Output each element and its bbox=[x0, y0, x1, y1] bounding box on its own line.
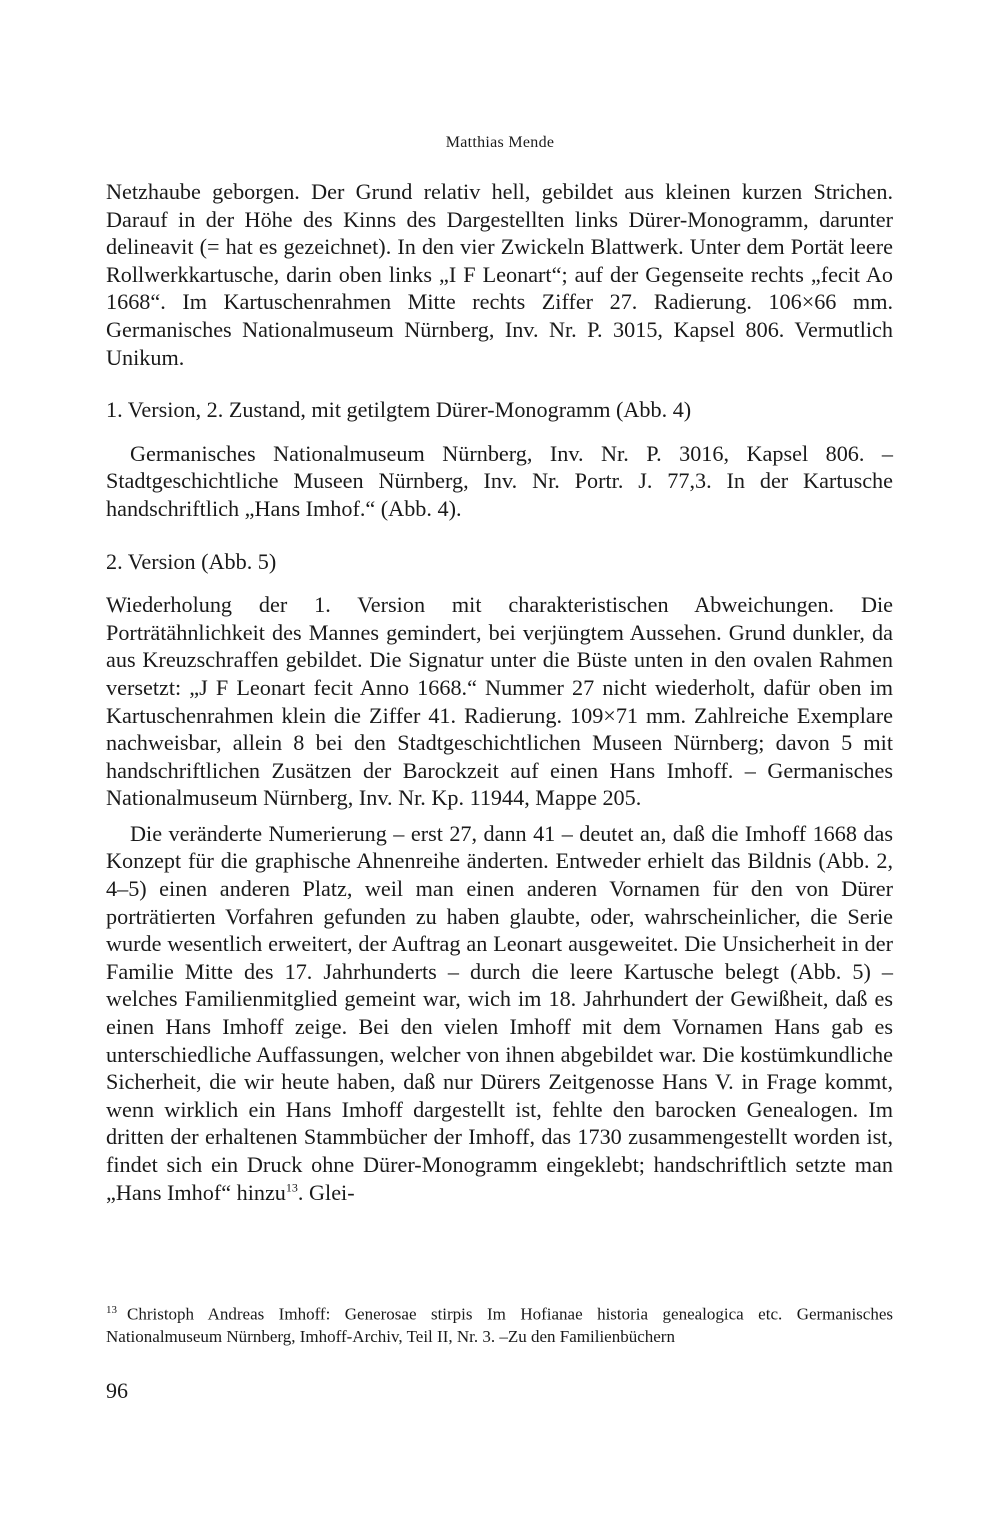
paragraph-text: Die veränderte Numerierung – erst 27, dann 41 – deutet an, daß die Imhoff 1668 das Konzept für die graphische Ahnenreihe änderten. Entweder erhielt das Bildnis (Abb. 2, 4–5) einen anderen Platz, weil man einen anderen Vornamen für den von Dürer porträtierten Vorfahren gefunden zu haben glaubte, oder, wahrscheinlicher, die Serie wurde wesentlich erweitert, der Auftrag an Leonart ausgeweitet. Die Unsicherheit in der Familie Mitte des 17. Jahrhunderts – durch die leere Kartusche belegt (Abb. 5) – welches Familienmitglied gemeint war, wich im 18. Jahrhundert der Gewißheit, daß es einen Hans Imhoff zeige. Bei den vielen Imhoff mit dem Vornamen Hans gab es unterschiedliche Auffassungen, welcher von ihnen abgebildet war. Die kostümkundliche Sicherheit, die wir heute haben, daß nur Dürers Zeitgenosse Hans V. in Frage kommt, wenn wirklich ein Hans Imhoff dargestellt ist, fehlte den barocken Genealogen. Im dritten der erhaltenen Stammbücher der Imhoff, das 1730 zusammengestellt worden ist, findet sich ein Druck ohne Dürer-Monogramm eingeklebt; handschriftlich setzte man „Hans Imhof“ hinzu bbox=[106, 820, 893, 1205]
page-number: 96 bbox=[106, 1378, 128, 1403]
body-text bbox=[106, 178, 893, 1206]
paragraph-text-end: . Glei- bbox=[297, 1179, 355, 1205]
running-head: Matthias Mende bbox=[445, 134, 555, 151]
paragraph-description-continued: Netzhaube geborgen. Der Grund relativ hell, gebildet aus kleinen kurzen Strichen. Darauf in der Höhe des Kinns des Dargestellten links Dürer-Monogramm, darunter delineavit (= hat es gezeichnet). In den vier Zwickeln Blattwerk. Unter dem Portät leere Rollwerkkartusche, darin oben links „I F Leonart“; auf der Gegenseite rechts „fecit Ao 1668“. Im Kartuschenrahmen Mitte rechts Ziffer 27. Radierung. 106×66 mm. Germanisches Nationalmuseum Nürnberg, Inv. Nr. P. 3015, Kapsel 806. Vermutlich Unikum. bbox=[106, 179, 893, 370]
footnote-text: Christoph Andreas Imhoff: Generosae stirpis Im Hofianae historia genealogica etc. Germanisches Nationalmuseum Nürnberg, Imhoff-Archiv, Teil II, Nr. 3. –Zu den Familienbüchern bbox=[106, 1304, 893, 1346]
footnote bbox=[106, 1299, 893, 1348]
footnote-reference[interactable]: 13 bbox=[285, 1180, 298, 1195]
section-heading-version-1-state-2: 1. Version, 2. Zustand, mit getilgtem Dürer-Monogramm (Abb. 4) bbox=[106, 397, 692, 423]
paragraph-version-1-state-2: Germanisches Nationalmuseum Nürnberg, Inv. Nr. P. 3016, Kapsel 806. – Stadtgeschichtliche Museen Nürnberg, Inv. Nr. Portr. J. 77,3. In der Kartusche handschriftlich „Hans Imhof.“ (Abb. 4). bbox=[106, 440, 893, 521]
section-heading-version-2: 2. Version (Abb. 5) bbox=[106, 548, 277, 574]
paragraph-numbering-discussion bbox=[106, 820, 893, 1206]
footnote-mark: 13 bbox=[106, 1304, 117, 1316]
paragraph-version-2: Wiederholung der 1. Version mit charakteristischen Abweichungen. Die Porträtähnlichkeit des Mannes gemindert, bei verjüngtem Aussehen. Grund dunkler, da aus Kreuzschraffen gebildet. Die Signatur unter die Büste unten in den ovalen Rahmen versetzt: „J F Leonart fecit Anno 1668.“ Nummer 27 nicht wiederholt, dafür oben im Kartuschenrahmen klein die Ziffer 41. Radierung. 109×71 mm. Zahlreiche Exemplare nachweisbar, allein 8 bei den Stadtgeschichtlichen Museen Nürnberg; davon 5 mit handschriftlichen Zusätzen der Barockzeit auf einen Hans Imhoff. – Germanisches Nationalmuseum Nürnberg, Inv. Nr. Kp. 11944, Mappe 205. bbox=[106, 592, 893, 811]
